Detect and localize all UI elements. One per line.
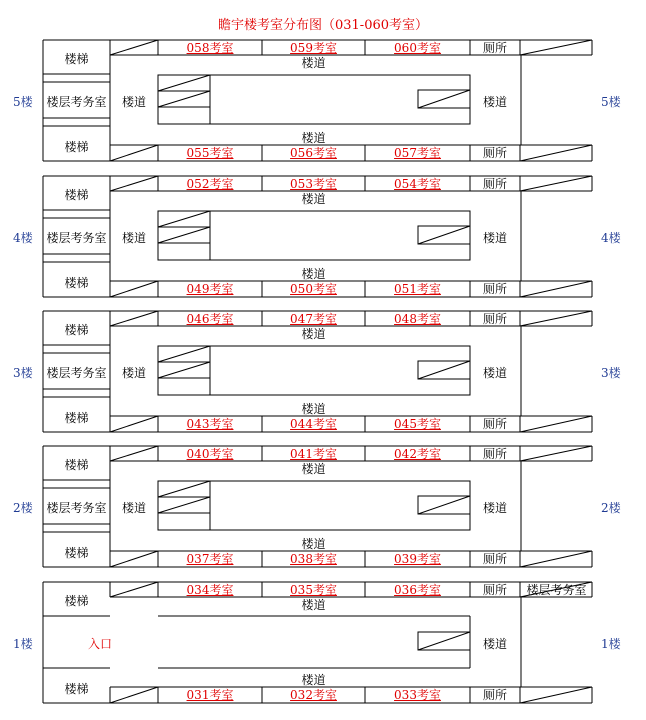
stair-diagonal [158,362,210,378]
stair-diagonal [520,281,592,297]
stair-diagonal [110,687,158,703]
stair-diagonal [520,446,592,461]
stairs-label: 楼梯 [64,276,89,290]
floor-label-left: 2楼 [13,501,33,515]
room-label: 054考室 [394,177,441,191]
corridor-label: 楼道 [301,131,326,145]
floor-label-right: 3楼 [601,366,621,380]
floor-office-label: 楼层考务室 [526,583,587,597]
corridor-label: 楼道 [301,598,326,612]
stair-diagonal [110,446,158,461]
stair-diagonal [158,211,210,227]
corridor-label: 楼道 [301,462,326,476]
entrance-label: 入口 [88,637,113,651]
floor-label-left: 4楼 [13,231,33,245]
floor-label-left: 5楼 [13,95,33,109]
corridor-label: 楼道 [121,366,146,380]
inner-block [158,211,470,260]
room-label: 048考室 [394,312,441,326]
floor-label-right: 1楼 [601,637,621,651]
stair-diagonal [520,551,592,567]
corridor-label: 楼道 [482,231,507,245]
toilet-label: 厕所 [482,417,507,431]
room-label: 038考室 [290,552,337,566]
room-label: 060考室 [394,41,441,55]
toilet-label: 厕所 [482,688,507,702]
stair-diagonal [418,226,470,244]
stairs-label: 楼梯 [64,594,89,608]
stair-diagonal [418,361,470,379]
corridor-label: 楼道 [121,501,146,515]
room-label: 047考室 [290,312,337,326]
room-label: 040考室 [186,447,234,461]
inner-block [158,346,470,395]
corridor-label: 楼道 [301,673,326,687]
floor-office-label: 楼层考务室 [46,501,107,515]
corridor-label: 楼道 [301,267,326,281]
toilet-label: 厕所 [482,177,507,191]
stair-diagonal [158,481,210,497]
room-label: 056考室 [290,146,337,160]
toilet-label: 厕所 [482,552,507,566]
room-label: 043考室 [186,417,234,431]
stair-diagonal [520,311,592,326]
stair-diagonal [110,281,158,297]
floor-label-right: 5楼 [601,95,621,109]
room-label: 037考室 [186,552,234,566]
page-title: 瞻宇楼考室分布图（031-060考室） [217,18,429,33]
stair-diagonal [110,145,158,161]
stair-diagonal [520,416,592,432]
toilet-label: 厕所 [482,447,507,461]
stair-diagonal [520,176,592,191]
room-label: 041考室 [290,447,337,461]
corridor-label: 楼道 [482,637,507,651]
room-label: 052考室 [186,177,234,191]
stairs-label: 楼梯 [64,458,89,472]
toilet-label: 厕所 [482,312,507,326]
stairs-label: 楼梯 [64,52,89,66]
room-label: 044考室 [290,417,337,431]
stair-diagonal [110,311,158,326]
stair-diagonal [110,416,158,432]
inner-block [158,75,470,124]
floor-label-right: 4楼 [601,231,621,245]
corridor-label: 楼道 [301,56,326,70]
stair-diagonal [158,75,210,91]
room-label: 034考室 [186,583,234,597]
corridor-label: 楼道 [301,327,326,341]
room-label: 051考室 [394,282,441,296]
stair-diagonal [418,496,470,514]
floor-label-right: 2楼 [601,501,621,515]
room-label: 053考室 [290,177,337,191]
room-label: 039考室 [394,552,441,566]
stairs-label: 楼梯 [64,188,89,202]
stairs-label: 楼梯 [64,323,89,337]
corridor-label: 楼道 [482,366,507,380]
corridor-label: 楼道 [121,95,146,109]
stairs-label: 楼梯 [64,682,89,696]
stair-diagonal [110,582,158,597]
room-label: 050考室 [290,282,337,296]
stairs-label: 楼梯 [64,140,89,154]
corridor-label: 楼道 [301,192,326,206]
room-label: 049考室 [186,282,234,296]
corridor-label: 楼道 [301,537,326,551]
stair-diagonal [158,497,210,513]
toilet-label: 厕所 [482,282,507,296]
room-label: 057考室 [394,146,441,160]
stair-diagonal [520,145,592,161]
room-label: 055考室 [186,146,234,160]
stair-diagonal [418,632,470,650]
room-label: 036考室 [394,583,441,597]
stair-diagonal [158,346,210,362]
stair-diagonal [158,91,210,107]
floor-office-label: 楼层考务室 [46,231,107,245]
toilet-label: 厕所 [482,41,507,55]
stair-diagonal [520,40,592,55]
room-label: 058考室 [186,41,234,55]
corridor-label: 楼道 [121,231,146,245]
room-label: 042考室 [394,447,441,461]
stairs-label: 楼梯 [64,411,89,425]
room-label: 033考室 [394,688,441,702]
corridor-label: 楼道 [482,501,507,515]
inner-block [158,481,470,530]
stair-diagonal [158,227,210,243]
floor-office-label: 楼层考务室 [46,366,107,380]
room-label: 035考室 [290,583,337,597]
stair-diagonal [418,90,470,108]
floor-label-left: 1楼 [13,637,33,651]
room-label: 031考室 [186,688,234,702]
room-label: 032考室 [290,688,337,702]
corridor-label: 楼道 [482,95,507,109]
stair-diagonal [110,551,158,567]
stair-diagonal [110,40,158,55]
toilet-label: 厕所 [482,583,507,597]
toilet-label: 厕所 [482,146,507,160]
floor-label-left: 3楼 [13,366,33,380]
room-label: 045考室 [394,417,441,431]
stair-diagonal [110,176,158,191]
floor-office-label: 楼层考务室 [46,95,107,109]
corridor-label: 楼道 [301,402,326,416]
room-label: 046考室 [186,312,234,326]
room-label: 059考室 [290,41,337,55]
stairs-label: 楼梯 [64,546,89,560]
stair-diagonal [520,687,592,703]
